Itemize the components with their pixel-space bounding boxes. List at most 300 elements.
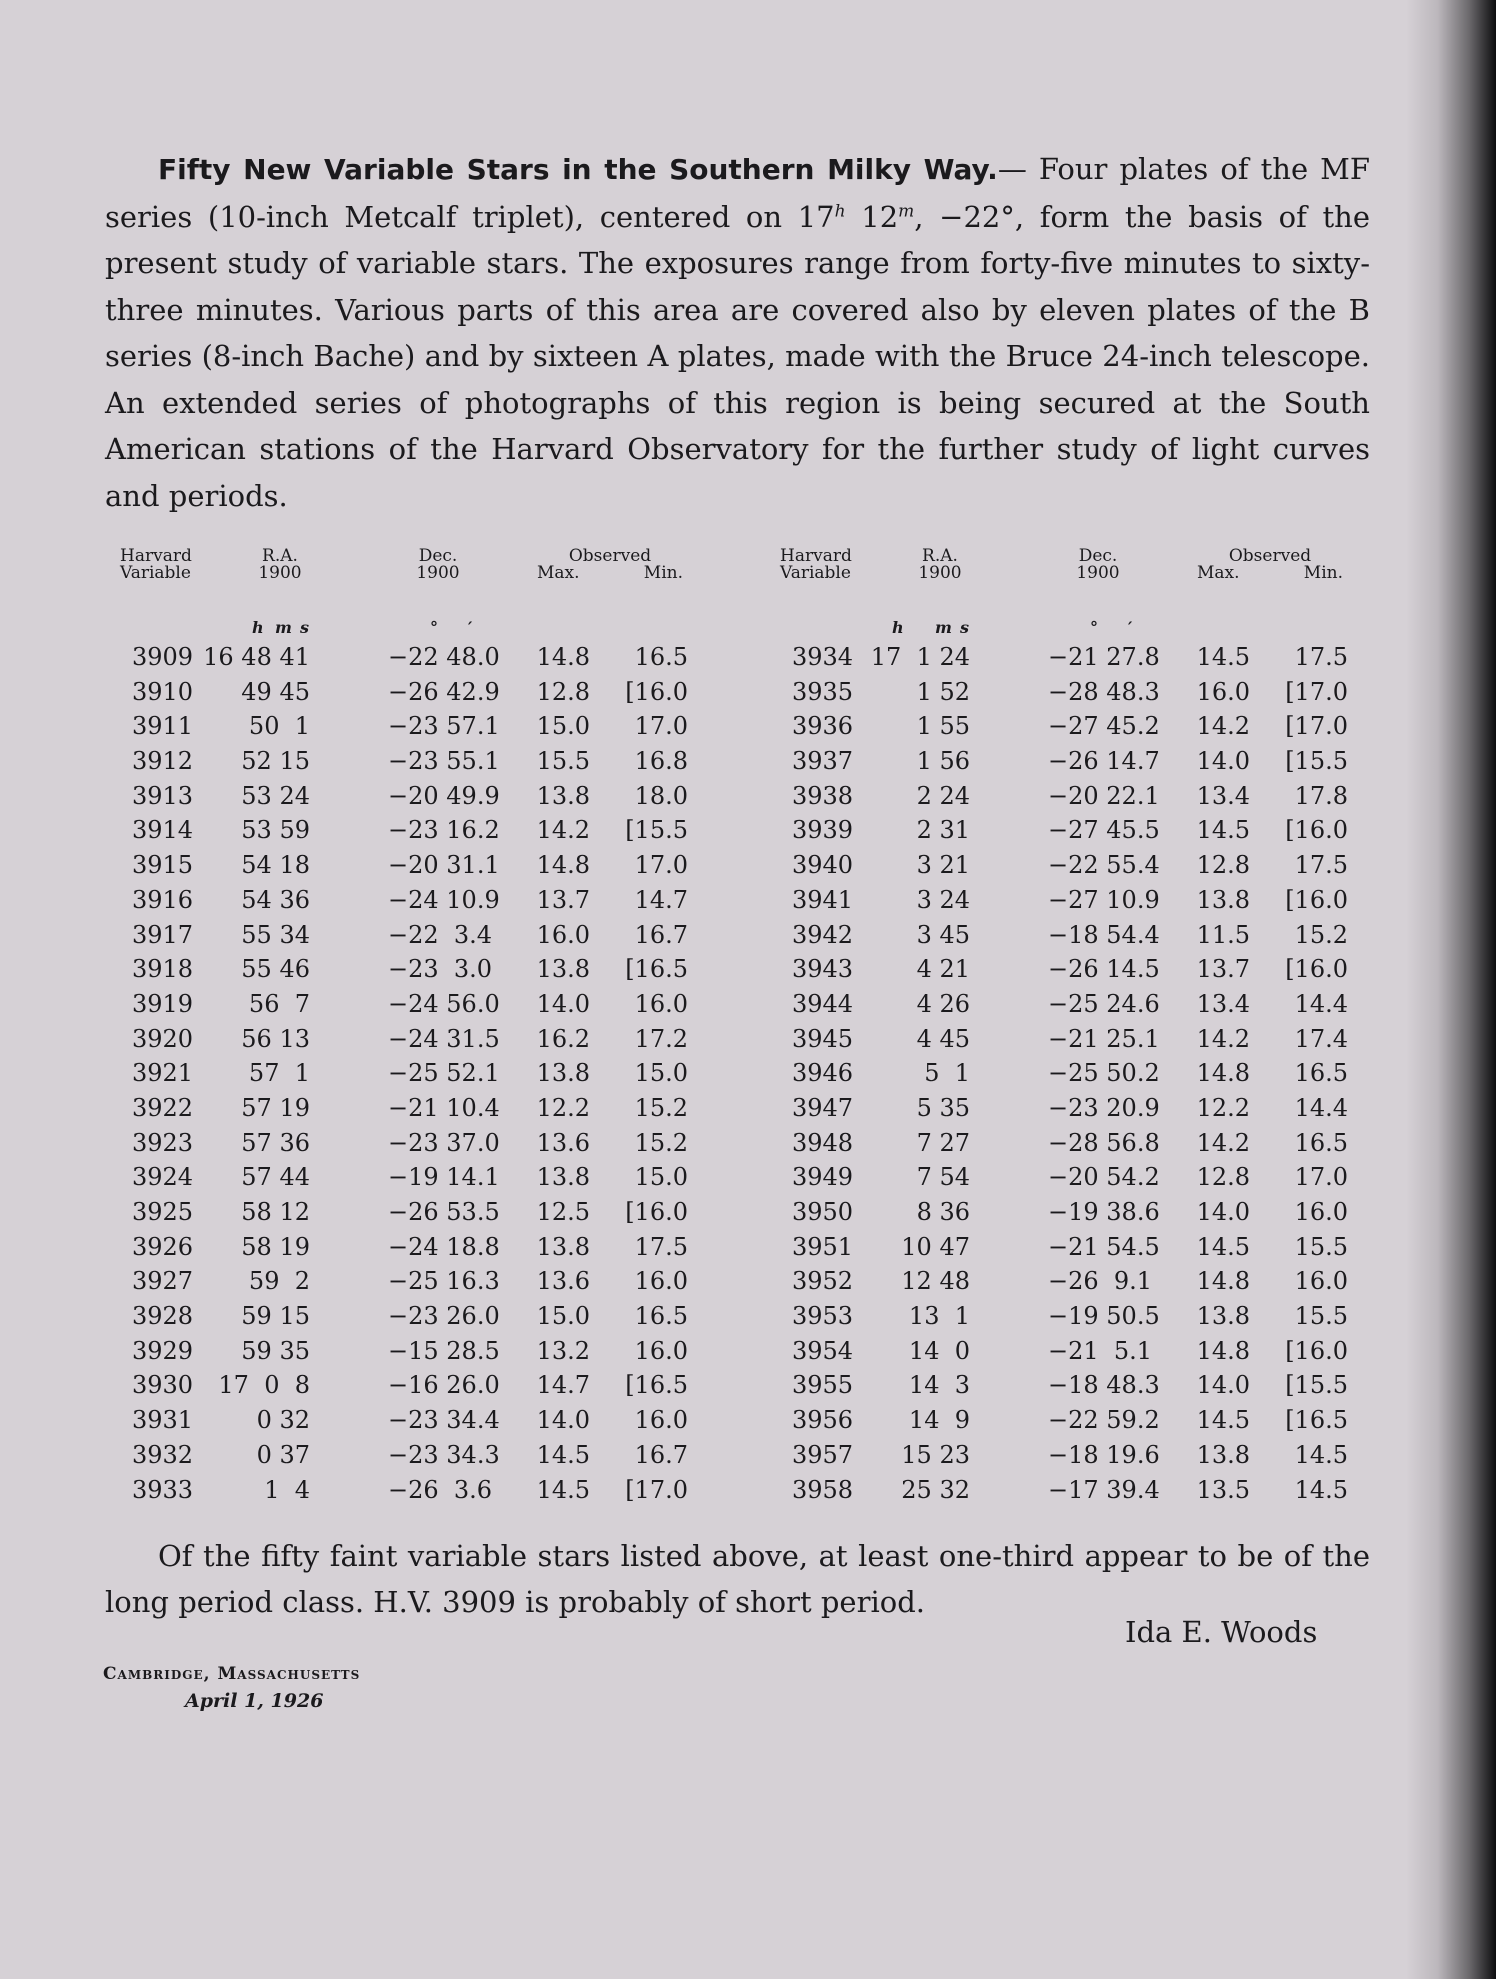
- variable-cell: 3948: [792, 1128, 854, 1157]
- min-mag-cell: 16.0: [634, 989, 688, 1018]
- max-mag-cell: 15.5: [536, 747, 590, 776]
- dec-cell: −19 50.5: [1048, 1302, 1160, 1331]
- variable-cell: 3953: [792, 1302, 854, 1331]
- max-mag-cell: 13.8: [1196, 1302, 1250, 1331]
- variable-cell: 3916: [132, 885, 194, 914]
- variable-cell: 3914: [132, 816, 194, 845]
- min-mag-cell: [17.0: [1285, 677, 1348, 706]
- dec-cell: −23 37.0: [388, 1128, 500, 1157]
- max-mag-cell: 13.7: [1196, 955, 1250, 984]
- ra-cell: 14 9: [908, 1406, 970, 1435]
- variable-cell: 3952: [792, 1267, 854, 1296]
- max-mag-cell: 14.0: [536, 1406, 590, 1435]
- article-title: Fifty New Variable Stars in the Southern Milky Way.: [158, 153, 998, 186]
- table-row: [780, 1091, 1400, 1126]
- table-row: [120, 640, 740, 675]
- dec-cell: −26 9.1: [1048, 1267, 1153, 1296]
- table-row: [120, 1230, 740, 1265]
- min-mag-cell: [15.5: [625, 816, 688, 845]
- dec-cell: −22 55.4: [1048, 851, 1160, 880]
- dec-cell: −23 3.0: [388, 955, 493, 984]
- ra-cell: 3 45: [916, 920, 970, 949]
- min-mag-cell: [16.5: [625, 1371, 688, 1400]
- table-row: [780, 1022, 1400, 1057]
- min-mag-cell: 16.5: [634, 1302, 688, 1331]
- dec-cell: −23 26.0: [388, 1302, 500, 1331]
- dec-cell: −25 24.6: [1048, 989, 1160, 1018]
- header-observed: [1185, 548, 1355, 582]
- table-row: [120, 1022, 740, 1057]
- dec-cell: −18 54.4: [1048, 920, 1160, 949]
- max-mag-cell: 13.8: [536, 955, 590, 984]
- min-mag-cell: 14.4: [1294, 1093, 1348, 1122]
- max-mag-cell: 15.0: [536, 712, 590, 741]
- min-mag-cell: 16.5: [1294, 1059, 1348, 1088]
- min-mag-cell: 16.5: [634, 643, 688, 671]
- variable-table-right: [780, 548, 1400, 1507]
- header-observed: [525, 548, 695, 582]
- header-observed-label: Observed: [568, 546, 652, 566]
- ra-cell: 57 1: [248, 1059, 310, 1088]
- header-observed-label: Observed: [1228, 546, 1312, 566]
- dec-cell: −23 16.2: [388, 816, 500, 845]
- dec-cell: −26 53.5: [388, 1198, 500, 1226]
- max-mag-cell: 14.5: [1196, 816, 1250, 845]
- ra-cell: 53 24: [241, 781, 310, 810]
- table-row: [120, 1091, 740, 1126]
- dec-cell: −25 16.3: [388, 1267, 500, 1296]
- ra-cell: 57 19: [241, 1093, 310, 1122]
- table-row: [780, 1230, 1400, 1265]
- dec-cell: −22 59.2: [1048, 1406, 1160, 1435]
- dec-cell: −28 48.3: [1048, 677, 1160, 706]
- max-mag-cell: 13.8: [536, 781, 590, 810]
- variable-cell: 3939: [792, 816, 854, 845]
- header-variable: Harvard Variable: [120, 546, 192, 583]
- units-row: [120, 618, 740, 640]
- dec-cell: −26 14.7: [1048, 747, 1160, 776]
- dec-cell: −19 14.1: [388, 1163, 500, 1192]
- table-row: [120, 918, 740, 953]
- max-mag-cell: 15.0: [536, 1302, 590, 1331]
- variable-cell: 3921: [132, 1059, 194, 1088]
- dec-cell: −23 20.9: [1048, 1093, 1160, 1122]
- max-mag-cell: 14.5: [536, 1475, 590, 1504]
- table-row: [780, 987, 1400, 1022]
- unit-s: s: [300, 618, 310, 637]
- intro-text-2: 12: [845, 199, 899, 234]
- min-mag-cell: 17.5: [1294, 643, 1348, 671]
- min-mag-cell: [15.5: [1285, 747, 1348, 776]
- table-row: [120, 1056, 740, 1091]
- header-max: Max.: [537, 563, 580, 583]
- ra-cell: 53 59: [241, 816, 310, 845]
- table-row: [120, 1438, 740, 1473]
- ra-cell: 7 27: [916, 1128, 970, 1157]
- max-mag-cell: 14.2: [1196, 1024, 1250, 1053]
- variable-cell: 3946: [792, 1059, 854, 1088]
- dec-cell: −26 42.9: [388, 677, 500, 706]
- max-mag-cell: 13.6: [536, 1128, 590, 1157]
- units-row: [780, 618, 1400, 640]
- dec-cell: −18 48.3: [1048, 1371, 1160, 1400]
- ra-cell: 55 34: [241, 920, 310, 949]
- ra-cell: 57 36: [241, 1128, 310, 1157]
- max-mag-cell: 13.8: [1196, 885, 1250, 914]
- ra-cell: 54 36: [241, 885, 310, 914]
- table-header: [120, 548, 740, 618]
- dec-cell: −21 25.1: [1048, 1024, 1160, 1053]
- ra-cell: 2 24: [916, 781, 970, 810]
- dec-cell: −23 34.3: [388, 1440, 500, 1469]
- dec-cell: −22 48.0: [388, 643, 500, 671]
- dec-cell: −17 39.4: [1048, 1475, 1160, 1504]
- variable-cell: 3950: [792, 1198, 854, 1226]
- variable-cell: 3936: [792, 712, 854, 741]
- variable-cell: 3937: [792, 747, 854, 776]
- ra-cell: 54 18: [241, 851, 310, 880]
- table-row: [120, 952, 740, 987]
- min-mag-cell: 14.4: [1294, 989, 1348, 1018]
- unit-deg: °: [1090, 618, 1098, 637]
- min-mag-cell: 17.0: [634, 851, 688, 880]
- min-mag-cell: 16.0: [634, 1267, 688, 1296]
- closing-paragraph: Of the fifty faint variable stars listed above, at least one-third appear to be of the long period class. H.V. 3909 is probably of short period.: [105, 1539, 1370, 1619]
- min-mag-cell: 14.5: [1294, 1440, 1348, 1469]
- ra-cell: 0 32: [256, 1406, 310, 1435]
- table-row: [120, 813, 740, 848]
- min-mag-cell: 15.2: [1294, 920, 1348, 949]
- dec-cell: −23 34.4: [388, 1406, 500, 1435]
- header-dec: Dec. 1900: [1076, 546, 1120, 583]
- variable-cell: 3933: [132, 1475, 194, 1504]
- variable-cell: 3951: [792, 1232, 854, 1261]
- variable-cell: 3942: [792, 920, 854, 949]
- max-mag-cell: 12.8: [1196, 851, 1250, 880]
- header-variable: Harvard Variable: [780, 546, 852, 583]
- unit-s: s: [960, 618, 970, 637]
- table-row: [780, 883, 1400, 918]
- ra-cell: 56 7: [248, 989, 310, 1018]
- max-mag-cell: 13.4: [1196, 781, 1250, 810]
- dec-cell: −26 14.5: [1048, 955, 1160, 984]
- min-mag-cell: 15.2: [634, 1128, 688, 1157]
- ra-cell: 12 48: [901, 1267, 970, 1296]
- unit-h: h: [252, 618, 264, 637]
- ra-cell: 4 26: [916, 989, 970, 1018]
- variable-cell: 3918: [132, 955, 194, 984]
- variable-cell: 3947: [792, 1093, 854, 1122]
- min-mag-cell: 16.0: [634, 1406, 688, 1435]
- ra-cell: 55 46: [241, 955, 310, 984]
- table-row: [780, 779, 1400, 814]
- header-min: Min.: [643, 563, 683, 583]
- max-mag-cell: 16.0: [1196, 677, 1250, 706]
- unit-h: h: [892, 618, 904, 637]
- ra-cell: 56 13: [241, 1024, 310, 1053]
- ra-cell: 1 4: [264, 1475, 310, 1504]
- variable-cell: 3957: [792, 1440, 854, 1469]
- date-line: April 1, 1926: [185, 1690, 324, 1712]
- table-row: [780, 1299, 1400, 1334]
- dec-cell: −23 57.1: [388, 712, 500, 741]
- dec-cell: −23 55.1: [388, 747, 500, 776]
- dec-cell: −27 45.2: [1048, 712, 1160, 741]
- min-mag-cell: [16.0: [1285, 885, 1348, 914]
- max-mag-cell: 14.0: [1196, 1198, 1250, 1226]
- table-row: [780, 1368, 1400, 1403]
- min-mag-cell: 14.5: [1294, 1475, 1348, 1504]
- min-mag-cell: [16.0: [1285, 1336, 1348, 1365]
- max-mag-cell: 12.5: [536, 1198, 590, 1226]
- variable-cell: 3915: [132, 851, 194, 880]
- max-mag-cell: 14.0: [536, 989, 590, 1018]
- min-mag-cell: 16.0: [1294, 1267, 1348, 1296]
- min-mag-cell: [16.5: [1285, 1406, 1348, 1435]
- dec-cell: −24 56.0: [388, 989, 500, 1018]
- min-mag-cell: [17.0: [1285, 712, 1348, 741]
- ra-cell: 4 21: [916, 955, 970, 984]
- max-mag-cell: 12.8: [1196, 1163, 1250, 1192]
- dec-cell: −28 56.8: [1048, 1128, 1160, 1157]
- max-mag-cell: 14.0: [1196, 1371, 1250, 1400]
- unit-arcmin: ′: [468, 618, 473, 637]
- dec-cell: −21 54.5: [1048, 1232, 1160, 1261]
- min-mag-cell: 16.8: [634, 747, 688, 776]
- table-row: [120, 675, 740, 710]
- ra-cell: 4 45: [916, 1024, 970, 1053]
- table-row: [120, 1195, 740, 1230]
- ra-cell: 5 1: [924, 1059, 970, 1088]
- max-mag-cell: 13.7: [536, 885, 590, 914]
- ra-cell: 14 0: [908, 1336, 970, 1365]
- ra-cell: 59 15: [241, 1302, 310, 1331]
- dec-cell: −21 10.4: [388, 1093, 500, 1122]
- sup-hours: h: [834, 200, 846, 221]
- dec-cell: −27 10.9: [1048, 885, 1160, 914]
- dec-cell: −25 50.2: [1048, 1059, 1160, 1088]
- author-signature: Ida E. Woods: [1125, 1615, 1318, 1649]
- min-mag-cell: [16.0: [625, 677, 688, 706]
- min-mag-cell: [16.0: [1285, 816, 1348, 845]
- rows-left: [120, 640, 740, 1507]
- min-mag-cell: 17.4: [1294, 1024, 1348, 1053]
- ra-cell: 59 35: [241, 1336, 310, 1365]
- variable-cell: 3940: [792, 851, 854, 880]
- rows-right: [780, 640, 1400, 1507]
- dec-cell: −24 31.5: [388, 1024, 500, 1053]
- table-row: [780, 1195, 1400, 1230]
- variable-cell: 3913: [132, 781, 194, 810]
- min-mag-cell: 15.0: [634, 1163, 688, 1192]
- ra-cell: 3 21: [916, 851, 970, 880]
- max-mag-cell: 13.2: [536, 1336, 590, 1365]
- variable-cell: 3938: [792, 781, 854, 810]
- dec-cell: −21 5.1: [1048, 1336, 1153, 1365]
- variable-cell: 3910: [132, 677, 194, 706]
- max-mag-cell: 13.5: [1196, 1475, 1250, 1504]
- variable-cell: 3924: [132, 1163, 194, 1192]
- variable-cell: 3935: [792, 677, 854, 706]
- max-mag-cell: 14.5: [1196, 643, 1250, 671]
- ra-cell: 17 1 24: [870, 643, 970, 671]
- variable-cell: 3929: [132, 1336, 194, 1365]
- max-mag-cell: 13.8: [536, 1163, 590, 1192]
- ra-cell: 49 45: [241, 677, 310, 706]
- table-row: [780, 709, 1400, 744]
- table-row: [780, 640, 1400, 675]
- min-mag-cell: 17.0: [634, 712, 688, 741]
- table-row: [780, 1264, 1400, 1299]
- max-mag-cell: 16.0: [536, 920, 590, 949]
- min-mag-cell: [16.5: [625, 955, 688, 984]
- variable-cell: 3934: [792, 643, 854, 671]
- dec-cell: −26 3.6: [388, 1475, 493, 1504]
- min-mag-cell: 16.0: [1294, 1198, 1348, 1226]
- table-row: [780, 675, 1400, 710]
- min-mag-cell: 15.5: [1294, 1232, 1348, 1261]
- dec-cell: −20 49.9: [388, 781, 500, 810]
- header-ra: R.A. 1900: [258, 546, 302, 583]
- max-mag-cell: 13.8: [536, 1232, 590, 1261]
- ra-cell: 25 32: [901, 1475, 970, 1504]
- ra-cell: 17 0 8: [218, 1371, 310, 1400]
- table-row: [120, 1126, 740, 1161]
- variable-cell: 3926: [132, 1232, 194, 1261]
- min-mag-cell: 17.5: [1294, 851, 1348, 880]
- variable-cell: 3943: [792, 955, 854, 984]
- table-row: [780, 848, 1400, 883]
- variable-cell: 3958: [792, 1475, 854, 1504]
- max-mag-cell: 14.8: [536, 851, 590, 880]
- min-mag-cell: 15.2: [634, 1093, 688, 1122]
- max-mag-cell: 14.2: [536, 816, 590, 845]
- min-mag-cell: 16.5: [1294, 1128, 1348, 1157]
- table-row: [780, 1056, 1400, 1091]
- header-max: Max.: [1197, 563, 1240, 583]
- dec-cell: −20 54.2: [1048, 1163, 1160, 1192]
- dec-cell: −22 3.4: [388, 920, 493, 949]
- dec-cell: −18 19.6: [1048, 1440, 1160, 1469]
- variable-cell: 3930: [132, 1371, 194, 1400]
- max-mag-cell: 13.4: [1196, 989, 1250, 1018]
- table-row: [120, 987, 740, 1022]
- ra-cell: 10 47: [901, 1232, 970, 1261]
- variable-cell: 3956: [792, 1406, 854, 1435]
- max-mag-cell: 14.2: [1196, 712, 1250, 741]
- min-mag-cell: 15.5: [1294, 1302, 1348, 1331]
- ra-cell: 16 48 41: [203, 643, 310, 671]
- variable-cell: 3931: [132, 1406, 194, 1435]
- variable-table-left: [120, 548, 740, 1507]
- unit-arcmin: ′: [1128, 618, 1133, 637]
- unit-m: m: [935, 618, 952, 637]
- ra-cell: 5 35: [916, 1093, 970, 1122]
- variable-cell: 3928: [132, 1302, 194, 1331]
- max-mag-cell: 16.2: [536, 1024, 590, 1053]
- table-row: [780, 1473, 1400, 1508]
- max-mag-cell: 11.5: [1196, 920, 1250, 949]
- min-mag-cell: [16.0: [1285, 955, 1348, 984]
- table-row: [120, 744, 740, 779]
- unit-deg: °: [430, 618, 438, 637]
- dec-cell: −19 38.6: [1048, 1198, 1160, 1226]
- variable-cell: 3917: [132, 920, 194, 949]
- ra-cell: 15 23: [901, 1440, 970, 1469]
- table-row: [120, 1334, 740, 1369]
- dec-cell: −20 22.1: [1048, 781, 1160, 810]
- unit-m: m: [275, 618, 292, 637]
- max-mag-cell: 13.8: [536, 1059, 590, 1088]
- dec-cell: −24 18.8: [388, 1232, 500, 1261]
- table-row: [120, 1368, 740, 1403]
- variable-cell: 3922: [132, 1093, 194, 1122]
- variable-cell: 3955: [792, 1371, 854, 1400]
- max-mag-cell: 14.7: [536, 1371, 590, 1400]
- table-row: [780, 1438, 1400, 1473]
- header-dec: Dec. 1900: [416, 546, 460, 583]
- variable-cell: 3911: [132, 712, 194, 741]
- min-mag-cell: 15.0: [634, 1059, 688, 1088]
- table-row: [120, 883, 740, 918]
- ra-cell: 57 44: [241, 1163, 310, 1192]
- max-mag-cell: 14.8: [536, 643, 590, 671]
- max-mag-cell: 14.5: [1196, 1406, 1250, 1435]
- ra-cell: 58 19: [241, 1232, 310, 1261]
- table-row: [780, 952, 1400, 987]
- variable-cell: 3919: [132, 989, 194, 1018]
- max-mag-cell: 14.8: [1196, 1267, 1250, 1296]
- min-mag-cell: [16.0: [625, 1198, 688, 1226]
- table-row: [780, 918, 1400, 953]
- dec-cell: −16 26.0: [388, 1371, 500, 1400]
- variable-cell: 3920: [132, 1024, 194, 1053]
- variable-cell: 3927: [132, 1267, 194, 1296]
- min-mag-cell: 14.7: [634, 885, 688, 914]
- variable-cell: 3925: [132, 1198, 194, 1226]
- place-line: Cambridge, Massachusetts: [103, 1664, 361, 1684]
- ra-cell: 3 24: [916, 885, 970, 914]
- min-mag-cell: 16.7: [634, 920, 688, 949]
- table-row: [780, 1126, 1400, 1161]
- dec-cell: −24 10.9: [388, 885, 500, 914]
- max-mag-cell: 12.2: [536, 1093, 590, 1122]
- min-mag-cell: 18.0: [634, 781, 688, 810]
- ra-cell: 52 15: [241, 747, 310, 776]
- variable-cell: 3954: [792, 1336, 854, 1365]
- max-mag-cell: 14.2: [1196, 1128, 1250, 1157]
- dec-cell: −15 28.5: [388, 1336, 500, 1365]
- table-row: [780, 1403, 1400, 1438]
- table-row: [120, 709, 740, 744]
- dec-cell: −20 31.1: [388, 851, 500, 880]
- table-row: [120, 1160, 740, 1195]
- header-min: Min.: [1303, 563, 1343, 583]
- table-row: [780, 744, 1400, 779]
- ra-cell: 8 36: [916, 1198, 970, 1226]
- ra-cell: 7 54: [916, 1163, 970, 1192]
- max-mag-cell: 14.5: [536, 1440, 590, 1469]
- variable-cell: 3944: [792, 989, 854, 1018]
- table-row: [780, 813, 1400, 848]
- table-row: [120, 848, 740, 883]
- dec-cell: −21 27.8: [1048, 643, 1160, 671]
- dec-cell: −27 45.5: [1048, 816, 1160, 845]
- header-ra: R.A. 1900: [918, 546, 962, 583]
- max-mag-cell: 14.8: [1196, 1059, 1250, 1088]
- min-mag-cell: 17.5: [634, 1232, 688, 1261]
- table-row: [120, 1403, 740, 1438]
